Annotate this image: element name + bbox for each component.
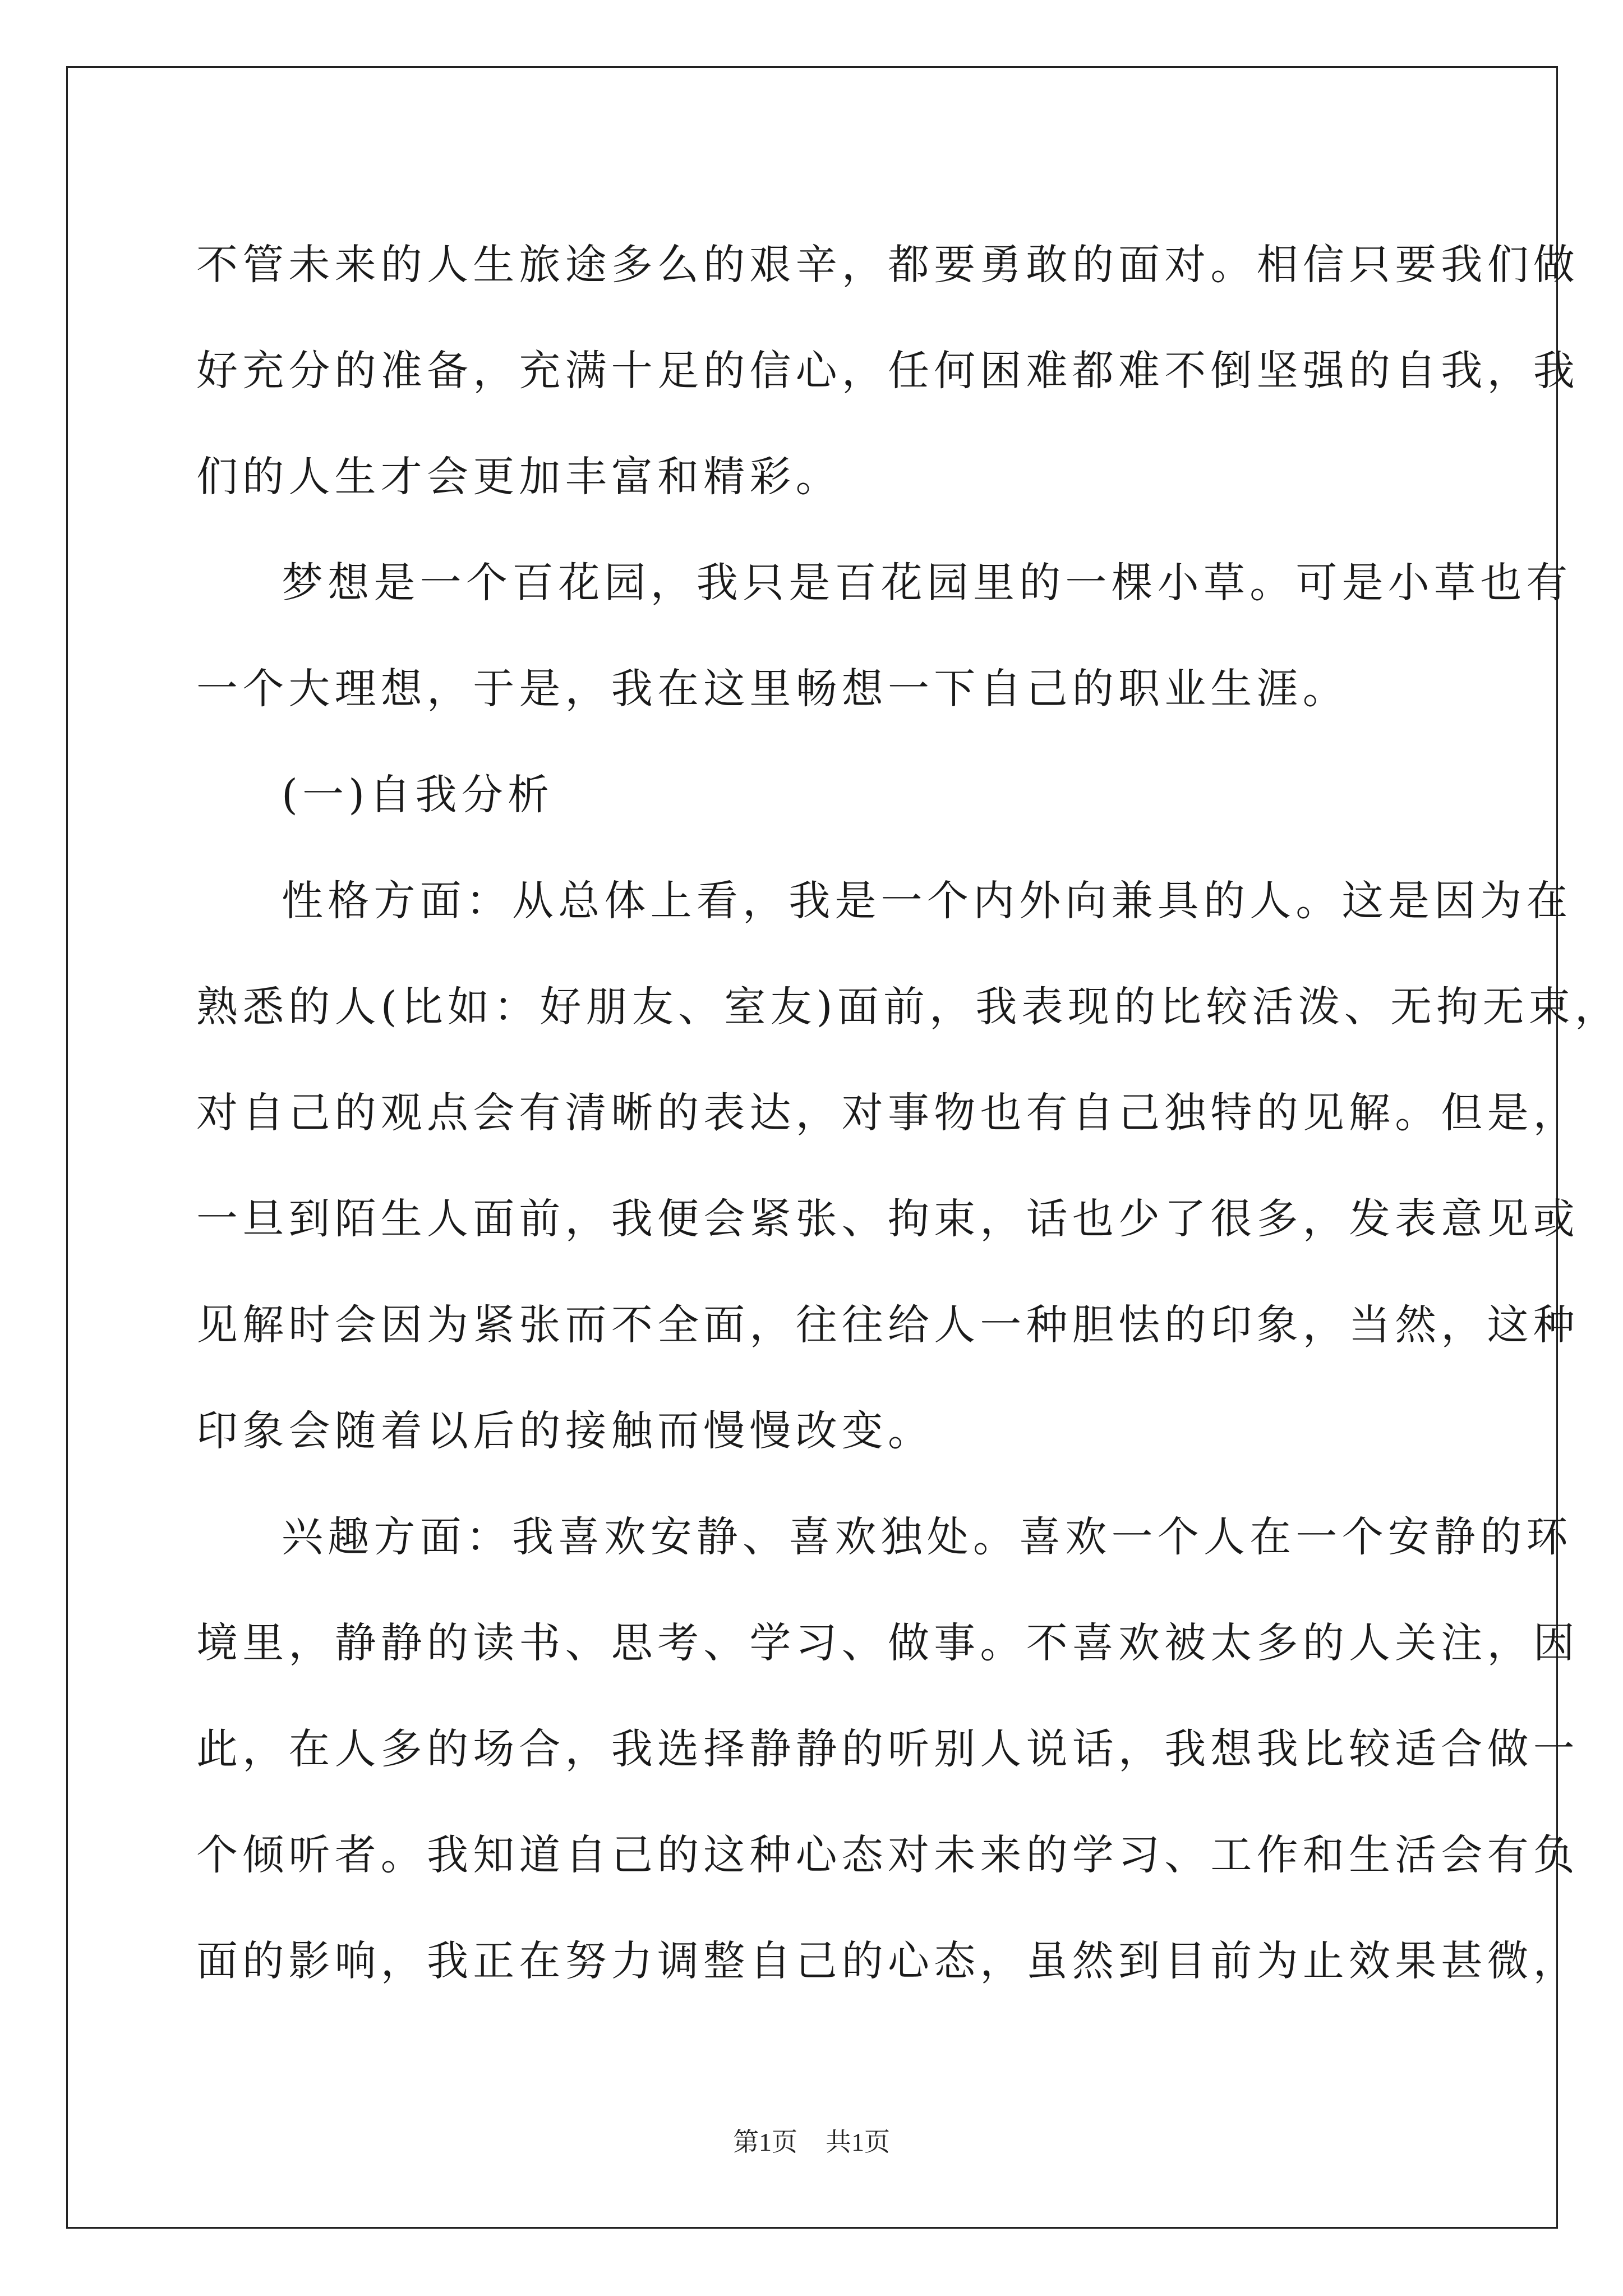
text-line: 个倾听者。我知道自己的这种心态对未来的学习、工作和生活会有负: [196, 1831, 1579, 1879]
text-line: 们的人生才会更加丰富和精彩。: [196, 453, 842, 501]
text-line: 性格方面：从总体上看，我是一个内外向兼具的人。这是因为在: [282, 877, 1573, 925]
text-line: 面的影响，我正在努力调整自己的心态，虽然到目前为止效果甚微，: [196, 1937, 1579, 1985]
page-number-total: 共1页: [826, 2128, 890, 2156]
text-line: 不管未来的人生旅途多么的艰辛，都要勇敢的面对。相信只要我们做: [196, 241, 1579, 289]
text-line: 对自己的观点会有清晰的表达，对事物也有自己独特的见解。但是，: [196, 1089, 1579, 1137]
page-footer: [0, 2122, 1623, 2159]
text-line: 见解时会因为紧张而不全面，往往给人一种胆怯的印象，当然，这种: [196, 1301, 1579, 1349]
text-line: 此，在人多的场合，我选择静静的听别人说话，我想我比较适合做一: [196, 1725, 1579, 1773]
text-line: 熟悉的人(比如：好朋友、室友)面前，我表现的比较活泼、无拘无束，: [196, 983, 1621, 1031]
text-line: 一个大理想，于是，我在这里畅想一下自己的职业生涯。: [196, 665, 1349, 713]
text-line: 印象会随着以后的接触而慢慢改变。: [196, 1407, 934, 1455]
text-line: 一旦到陌生人面前，我便会紧张、拘束，话也少了很多，发表意见或: [196, 1195, 1579, 1243]
text-line: 境里，静静的读书、思考、学习、做事。不喜欢被太多的人关注，因: [196, 1619, 1579, 1667]
text-line: 好充分的准备，充满十足的信心，任何困难都难不倒坚强的自我，我: [196, 347, 1579, 395]
text-line: 梦想是一个百花园，我只是百花园里的一棵小草。可是小草也有: [282, 559, 1573, 607]
text-line: (一)自我分析: [282, 771, 554, 819]
text-line: 兴趣方面：我喜欢安静、喜欢独处。喜欢一个人在一个安静的环: [282, 1513, 1573, 1561]
document-body: [196, 212, 1621, 2014]
page-number-current: 第1页: [733, 2128, 797, 2156]
